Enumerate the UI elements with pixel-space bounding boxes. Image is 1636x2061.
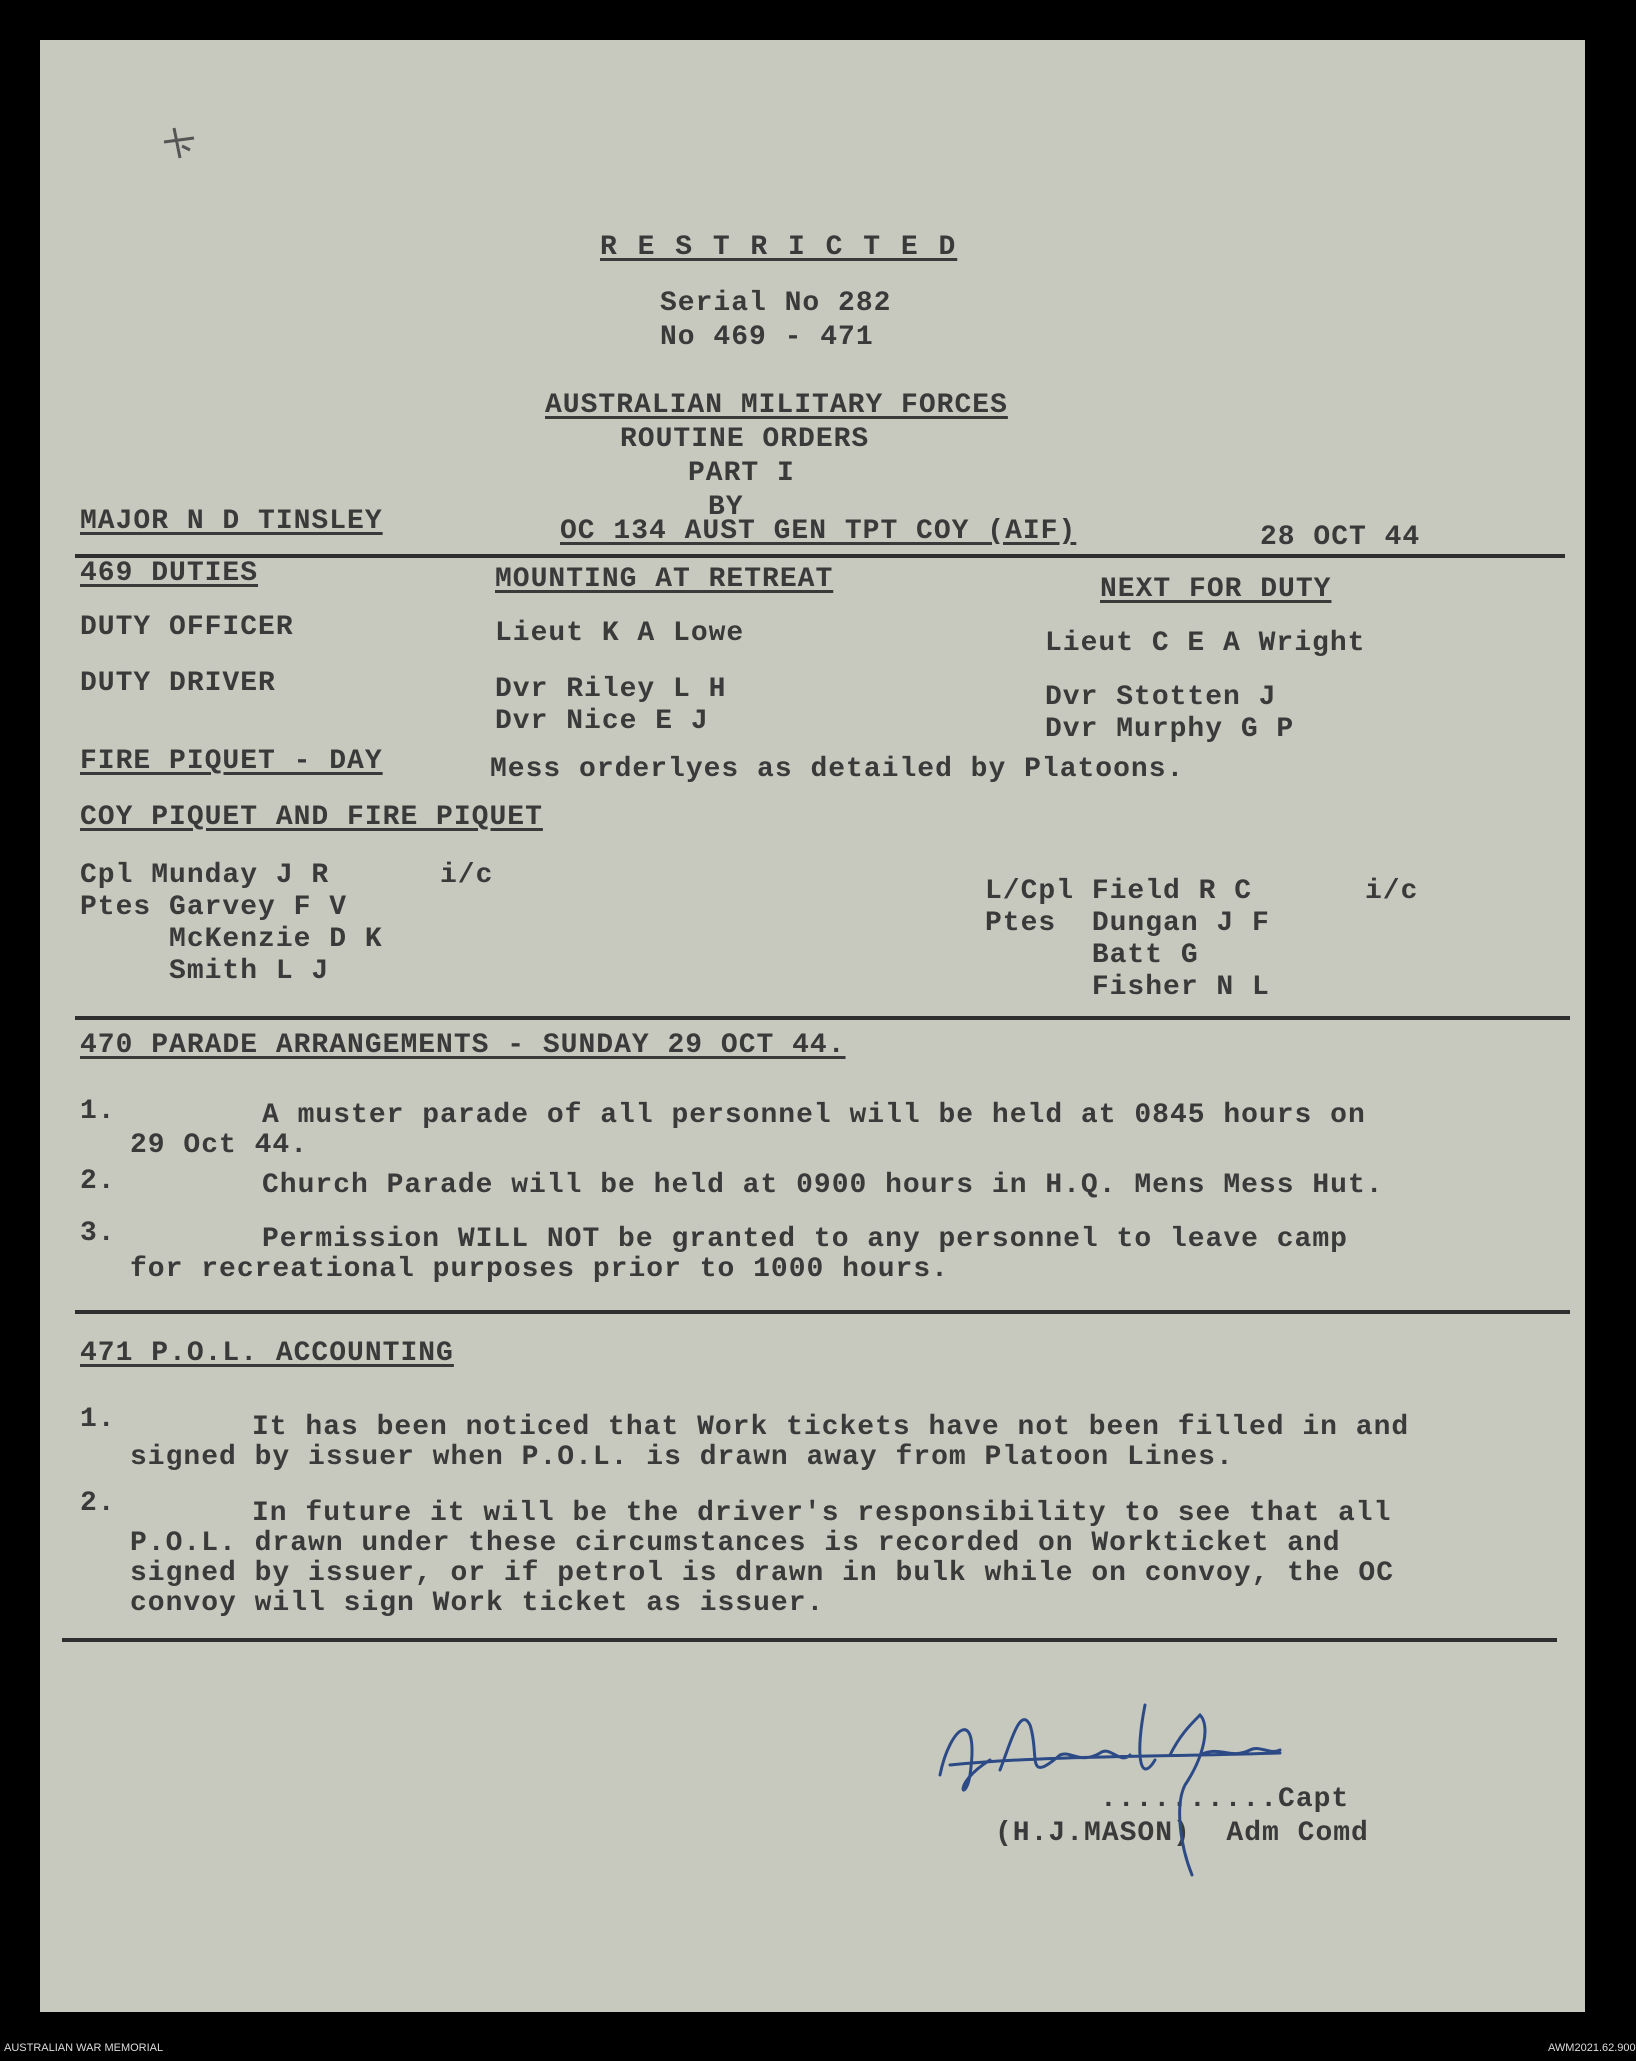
coy-left-2: Ptes Garvey F V: [80, 892, 348, 923]
coy-left-1: Cpl Munday J R: [80, 860, 330, 891]
divider: [75, 1016, 1570, 1020]
document-page: [40, 40, 1585, 2012]
divider: [75, 554, 1565, 558]
parade-item-2-number: 2.: [80, 1166, 116, 1197]
signature-dots-line: ..........Capt: [1100, 1784, 1350, 1815]
footer-credit: AUSTRALIAN WAR MEMORIAL: [4, 2042, 164, 2054]
duty-officer-label: DUTY OFFICER: [80, 612, 294, 643]
document-title: ROUTINE ORDERS: [620, 424, 870, 455]
parade-item-3-line-2: for recreational purposes prior to 1000 hours.: [130, 1254, 949, 1285]
divider: [62, 1638, 1557, 1642]
order-date: 28 OCT 44: [1260, 522, 1421, 553]
coy-left-3: McKenzie D K: [80, 924, 383, 955]
parade-heading: 470 PARADE ARRANGEMENTS - SUNDAY 29 OCT 44.: [80, 1030, 846, 1061]
pencil-mark: [160, 120, 210, 170]
duty-officer-mounting: Lieut K A Lowe: [495, 618, 745, 649]
force-name: AUSTRALIAN MILITARY FORCES: [545, 390, 1008, 421]
divider: [75, 1310, 1570, 1314]
pol-item-2-line-4: convoy will sign Work ticket as issuer.: [130, 1588, 825, 1619]
coy-right-4: Fisher N L: [985, 972, 1270, 1003]
coy-right-1: L/Cpl Field R C: [985, 876, 1253, 907]
pol-item-2-line-2: P.O.L. drawn under these circumstances is recorded on Workticket and: [130, 1528, 1341, 1559]
fire-piquet-text: Mess orderlyes as detailed by Platoons.: [490, 754, 1185, 785]
duty-driver-mounting-1: Dvr Riley L H: [495, 674, 727, 705]
commander-name: MAJOR N D TINSLEY: [80, 506, 383, 537]
fire-piquet-label: FIRE PIQUET - DAY: [80, 746, 383, 777]
duty-driver-mounting-2: Dvr Nice E J: [495, 706, 709, 737]
classification-heading: R E S T R I C T E D: [600, 232, 958, 263]
pol-item-1-line-2: signed by issuer when P.O.L. is drawn away from Platoon Lines.: [130, 1442, 1234, 1473]
parade-item-1-number: 1.: [80, 1096, 116, 1127]
coy-piquet-heading: COY PIQUET AND FIRE PIQUET: [80, 802, 543, 833]
duty-officer-next: Lieut C E A Wright: [1045, 628, 1366, 659]
parade-item-2-line-1: Church Parade will be held at 0900 hours in H.Q. Mens Mess Hut.: [262, 1170, 1384, 1201]
pol-item-1-number: 1.: [80, 1404, 116, 1435]
unit-name: OC 134 AUST GEN TPT COY (AIF): [560, 516, 1077, 547]
parade-item-3-number: 3.: [80, 1218, 116, 1249]
pol-item-2-line-3: signed by issuer, or if petrol is drawn in bulk while on convoy, the OC: [130, 1558, 1394, 1589]
duty-driver-next-2: Dvr Murphy G P: [1045, 714, 1295, 745]
pol-item-1-line-1: It has been noticed that Work tickets have not been filled in and: [252, 1412, 1410, 1443]
parade-item-1-line-2: 29 Oct 44.: [130, 1130, 309, 1161]
next-for-duty-heading: NEXT FOR DUTY: [1100, 574, 1332, 605]
handwritten-signature: [930, 1665, 1350, 1885]
mounting-heading: MOUNTING AT RETREAT: [495, 564, 834, 595]
parade-item-1-line-1: A muster parade of all personnel will be held at 0845 hours on: [262, 1100, 1366, 1131]
parade-item-3-line-1: Permission WILL NOT be granted to any personnel to leave camp: [262, 1224, 1348, 1255]
coy-left-ic: i/c: [440, 860, 494, 891]
part-label: PART I: [688, 458, 795, 489]
coy-left-4: Smith L J: [80, 956, 330, 987]
serial-number: Serial No 282: [660, 288, 892, 319]
duty-driver-label: DUTY DRIVER: [80, 668, 276, 699]
duties-heading: 469 DUTIES: [80, 558, 259, 589]
order-numbers: No 469 - 471: [660, 322, 874, 353]
pol-heading: 471 P.O.L. ACCOUNTING: [80, 1338, 454, 1369]
coy-right-2: Ptes Dungan J F: [985, 908, 1270, 939]
footer-reference: AWM2021.62.900: [1548, 2042, 1636, 2054]
pol-item-2-line-1: In future it will be the driver's responsibility to see that all: [252, 1498, 1392, 1529]
coy-right-3: Batt G: [985, 940, 1199, 971]
pol-item-2-number: 2.: [80, 1488, 116, 1519]
by-label: BY: [708, 492, 744, 523]
coy-right-ic: i/c: [1365, 876, 1419, 907]
signatory-name: (H.J.MASON) Adm Comd: [995, 1818, 1369, 1849]
duty-driver-next-1: Dvr Stotten J: [1045, 682, 1277, 713]
